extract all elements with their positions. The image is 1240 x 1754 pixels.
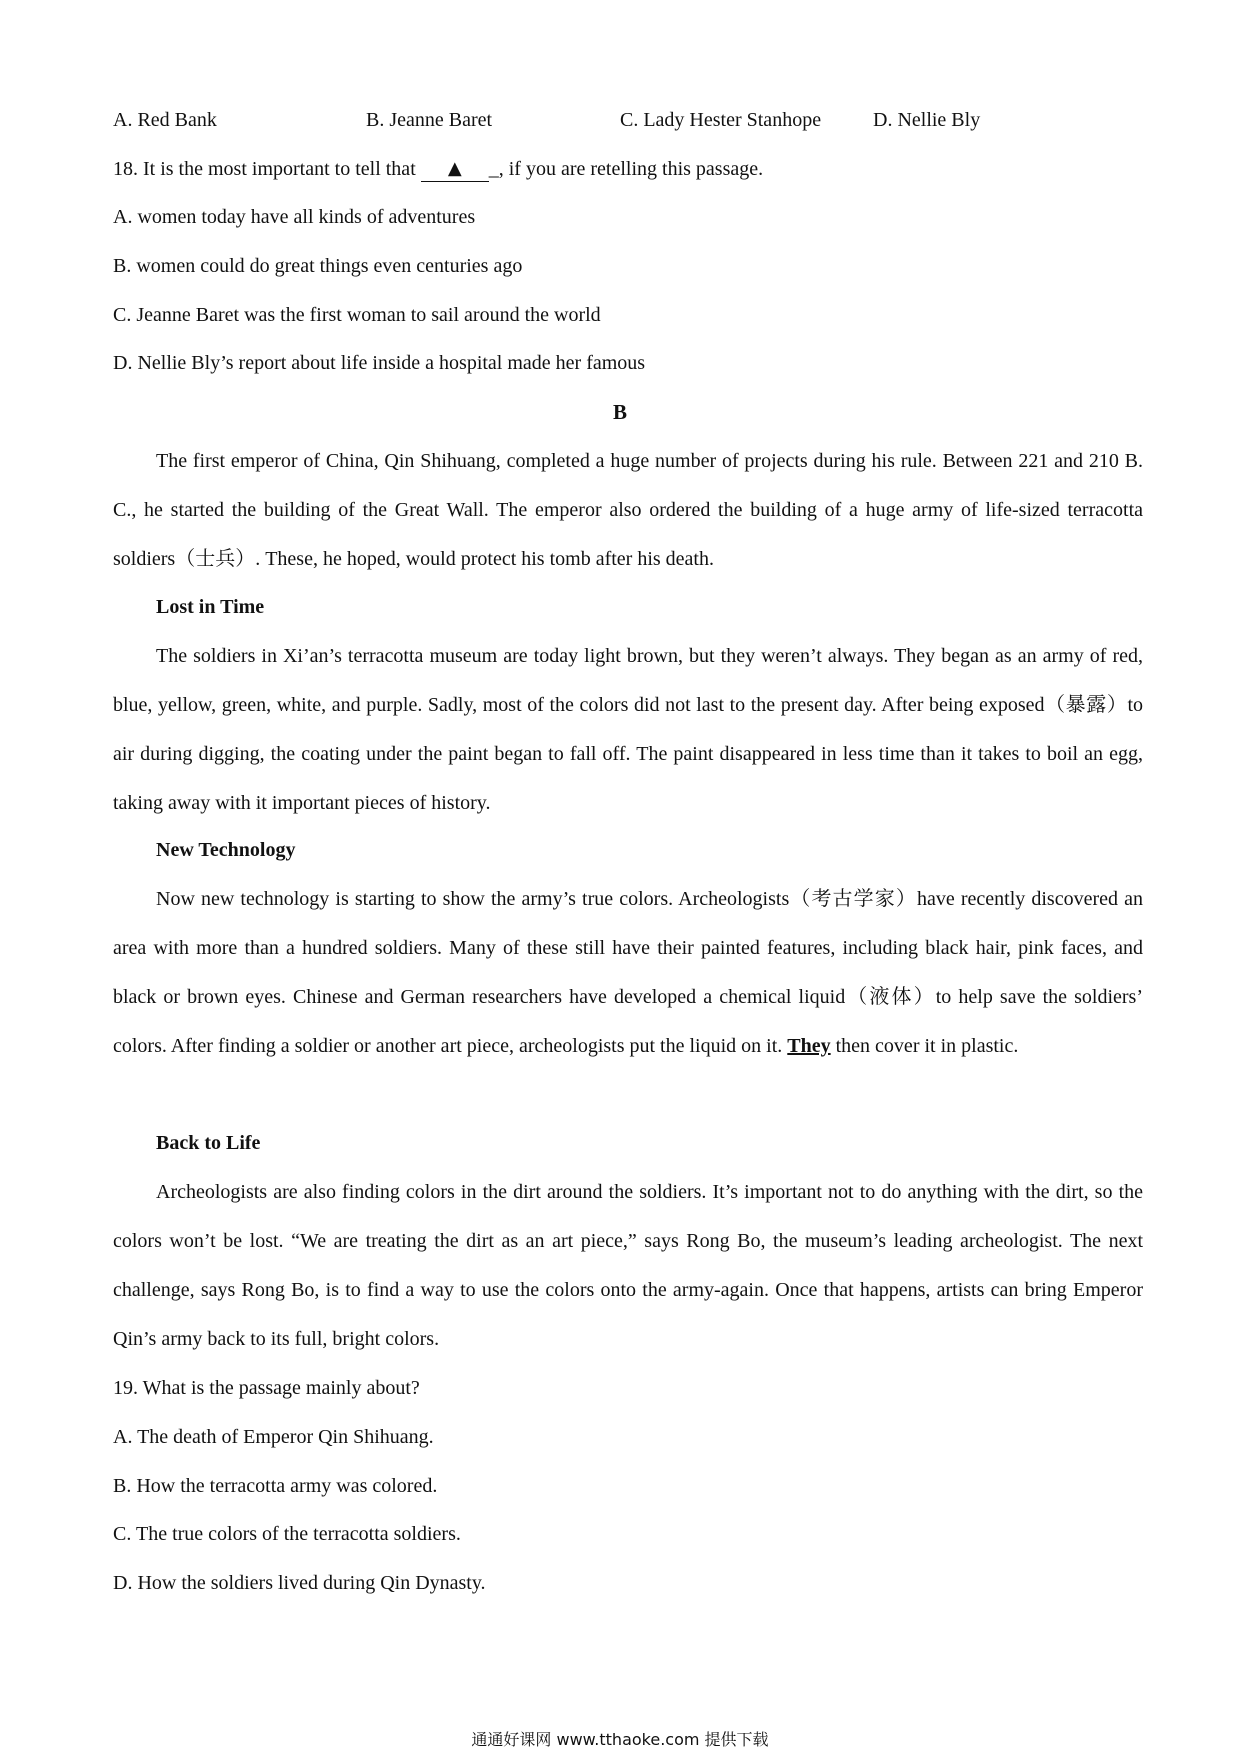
q18-option-d: D. Nellie Bly’s report about life inside a hospital made her famous bbox=[113, 352, 646, 374]
passage-paragraph-2 bbox=[113, 875, 1143, 1071]
section-letter: B bbox=[612, 400, 627, 424]
q18-stem-after: _, if you are retelling this passage. bbox=[488, 158, 764, 180]
underlined-word-they: They bbox=[787, 1035, 831, 1057]
triangle-icon: ▲ bbox=[447, 158, 462, 179]
passage-paragraph-3 bbox=[113, 1168, 1143, 1364]
paragraph-3-text: Archeologists are also finding colors in the dirt around the soldiers. It’s important not to do anything with the dirt, so the colors won’t be lost. “We are treating the dirt as an art piece,” says Rong Bo, the museum’s leading archeologist. The next challenge, says Rong Bo, is to find a way to use the colors onto the army-again. Once that happens, artists can bring Emperor Qin’s army back to its full, bright colors. bbox=[113, 1181, 1143, 1350]
q19-option-a: A. The death of Emperor Qin Shihuang. bbox=[113, 1426, 434, 1448]
q18-stem bbox=[113, 157, 763, 183]
q17-option-a: A. Red Bank bbox=[113, 109, 217, 131]
q18-option-b: B. women could do great things even centuries ago bbox=[113, 255, 523, 277]
passage-intro bbox=[113, 437, 1143, 584]
passage-paragraph-1 bbox=[113, 632, 1143, 828]
paragraph-2-text: Now new technology is starting to show the army’s true colors. Archeologists（考古学家）have recently discovered an area with more than a hundred soldiers. Many of these still have their painted features, including black hair, pink faces, and black or brown eyes. Chinese and German researchers have developed a chemical liquid（液体）to help save the soldiers’ colors. After finding a soldier or another art piece, archeologists put the liquid on it. bbox=[113, 888, 1143, 1057]
heading-lost-in-time: Lost in Time bbox=[156, 596, 265, 618]
q17-option-c: C. Lady Hester Stanhope bbox=[620, 109, 822, 131]
q18-answer-blank bbox=[421, 156, 489, 182]
footer-source: 通通好课网 www.tthaoke.com 提供下载 bbox=[471, 1730, 769, 1749]
q19-option-c: C. The true colors of the terracotta soldiers. bbox=[113, 1523, 461, 1545]
passage-intro-text: The first emperor of China, Qin Shihuang, completed a huge number of projects during his rule. Between 221 and 210 B. C., he started the building of the Great Wall. The emperor also ordered the building of a huge army of life-sized terracotta soldiers（士兵）. These, he hoped, would protect his tomb after his death. bbox=[113, 450, 1143, 570]
q17-option-d: D. Nellie Bly bbox=[873, 109, 981, 131]
q18-stem-before: 18. It is the most important to tell that bbox=[113, 158, 421, 180]
q19-option-d: D. How the soldiers lived during Qin Dynasty. bbox=[113, 1572, 486, 1594]
q19-option-b: B. How the terracotta army was colored. bbox=[113, 1475, 438, 1497]
q17-option-b: B. Jeanne Baret bbox=[366, 109, 493, 131]
q19-stem: 19. What is the passage mainly about? bbox=[113, 1377, 420, 1399]
heading-new-technology: New Technology bbox=[156, 839, 296, 861]
q18-option-c: C. Jeanne Baret was the first woman to sail around the world bbox=[113, 304, 601, 326]
paragraph-2-end: then cover it in plastic. bbox=[830, 1035, 1019, 1057]
heading-back-to-life: Back to Life bbox=[156, 1132, 261, 1154]
q18-option-a: A. women today have all kinds of adventures bbox=[113, 206, 476, 228]
paragraph-1-text: The soldiers in Xi’an’s terracotta museum are today light brown, but they weren’t always. They began as an army of red, blue, yellow, green, white, and purple. Sadly, most of the colors did not last to the present day. After being exposed（暴露）to air during digging, the coating under the paint began to fall off. The paint disappeared in less time than it takes to boil an egg, taking away with it important pieces of history. bbox=[113, 645, 1143, 814]
